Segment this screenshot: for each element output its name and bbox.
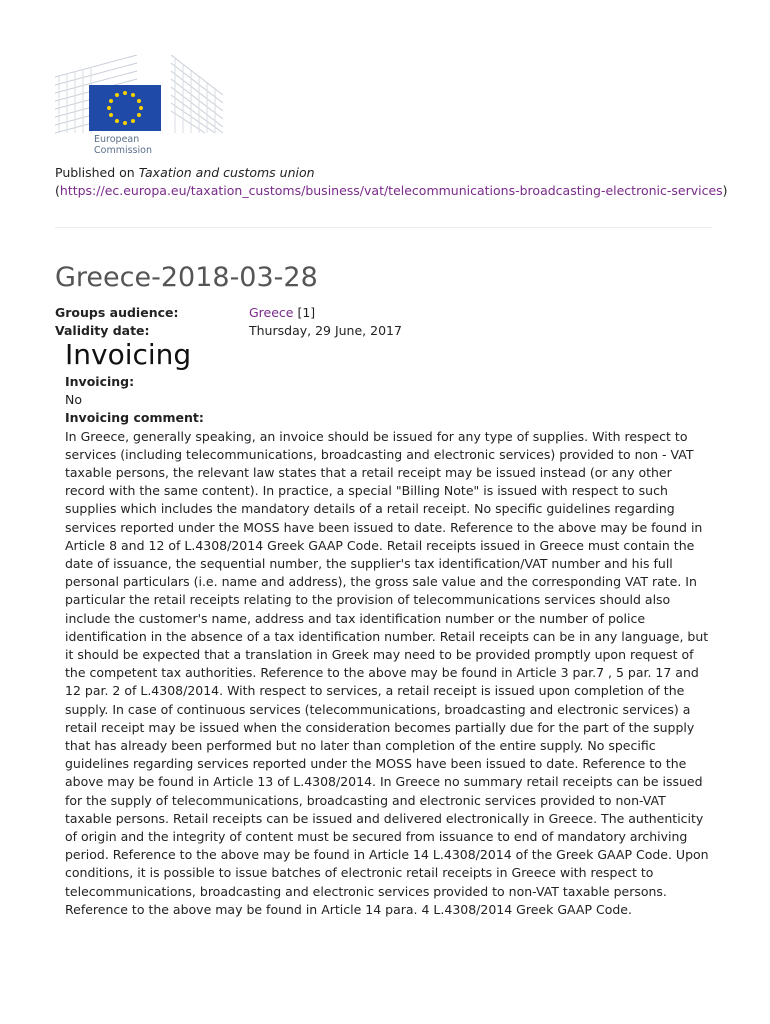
validity-date-label: Validity date: <box>55 323 150 338</box>
section-heading: Invoicing <box>65 338 192 371</box>
published-source: Taxation and customs union <box>138 165 315 180</box>
groups-audience-value <box>249 304 315 322</box>
groups-audience-row <box>55 304 402 322</box>
url-close-paren: ) <box>722 183 728 198</box>
invoicing-comment-text: In Greece, generally speaking, an invoice should be issued for any type of supplies. With respect to services (including telecommunications, broadcasting and electronic services) provided to non - VAT taxable persons, the relevant law states that a retail receipt may be issued instead (or any other record with the same content). In practice, a special "Billing Note" is issued with respect to such supplies which includes the mandatory details of a retail receipt. No specific guidelines regarding services reported under the MOSS have been issued to date. Reference to the above may be found in Article 8 and 12 of L.4308/2014 Greek GAAP Code. Retail receipts issued in Greece must contain the date of issuance, the sequential number, the supplier's tax identification/VAT number and his full personal particulars (i.e. name and address), the gross sale value and the corresponding VAT rate. In particular the retail receipts relating to the provision of telecommunications services should also include the customer's name, address and tax identification number or the number of police identification in the absence of a tax identification number. Retail receipts can be in any language, but it should be expected that a translation in Greek may need to be provided promptly upon request of the competent tax authorities. Reference to the above may be found in Article 3 par.7 , 5 par. 17 and 12 par. 2 of L.4308/2014. With respect to services, a retail receipt is issued upon completion of the supply. In case of continuous services (telecommunications, broadcasting and electronic services) a retail receipt may be issued when the consideration becomes partially due for the part of the supply that has already been performed but no later than completion of the entire supply. No specific guidelines regarding services reported under the MOSS have been issued to date. Reference to the above may be found in Article 13 of L.4308/2014. In Greece no summary retail receipts can be issued for the supply of telecommunications, broadcasting and electronic services provided to non-VAT taxable persons. Retail receipts can be issued and delivered electronically in Greece. The authenticity of origin and the integrity of content must be secured from issuance to end of mandatory archiving period. Reference to the above may be found in Article 14 L.4308/2014 of the Greek GAAP Code. Upon conditions, it is possible to issue batches of electronic retail receipts in Greece with respect to telecommunications, broadcasting and electronic services provided to non-VAT taxable persons. Reference to the above may be found in Article 14 para. 4 L.4308/2014 Greek GAAP Code. <box>65 428 709 917</box>
validity-date-value: Thursday, 29 June, 2017 <box>249 323 402 338</box>
invoicing-comment-label: Invoicing comment: <box>65 410 204 426</box>
invoicing-label: Invoicing: <box>65 374 135 389</box>
source-url-link[interactable]: https://ec.europa.eu/taxation_customs/business/vat/telecommunications-broadcasting-electronic-services <box>59 183 723 198</box>
groups-audience-label: Groups audience: <box>55 305 179 320</box>
invoicing-value: No <box>65 392 82 408</box>
logo-text-line2: Commission <box>94 145 152 156</box>
logo-text <box>94 134 152 156</box>
section-content <box>65 373 715 919</box>
url-open-paren: ( <box>55 183 60 198</box>
published-on <box>55 164 755 200</box>
divider <box>55 227 712 228</box>
logo-text-line1: European <box>94 134 140 145</box>
metadata <box>55 304 402 340</box>
greece-link[interactable]: Greece <box>249 305 294 320</box>
published-prefix: Published on <box>55 165 139 180</box>
ec-building-flag-icon <box>55 55 225 135</box>
footnote-ref: [1] <box>293 305 316 320</box>
page-title: Greece-2018-03-28 <box>55 262 318 293</box>
